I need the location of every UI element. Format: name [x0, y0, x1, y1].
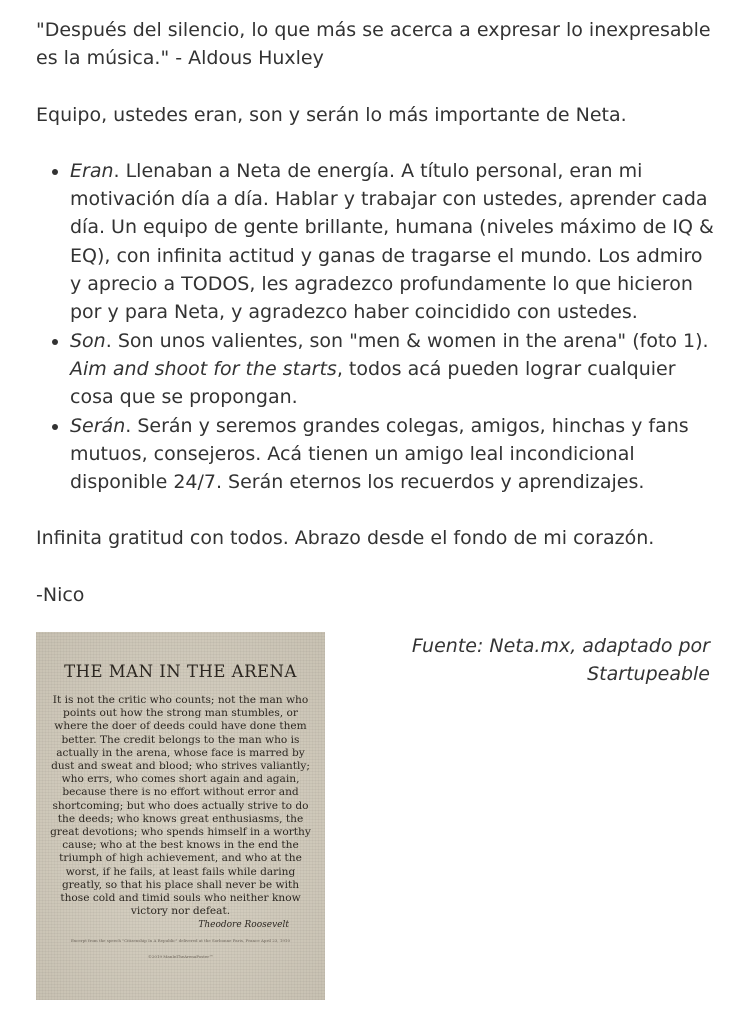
list-item-text: . Son unos valientes, son "men & women in the arena" (foto 1). [105, 329, 709, 352]
team-list [36, 157, 716, 497]
list-item-text-after: , todos acá pueden lograr cualquier cosa que se propongan. [70, 357, 676, 409]
list-item-lead: Son [70, 329, 106, 352]
signoff: -Nico [36, 583, 85, 606]
list-item-lead: Serán [70, 414, 126, 437]
article-body [36, 16, 716, 609]
poster-copyright: ©2019 ManInTheArenaPoster™ [147, 953, 214, 959]
list-item-seran [70, 412, 716, 497]
list-item-emphasis: Aim and shoot for the starts [70, 357, 337, 380]
list-item-eran [70, 157, 716, 327]
huxley-quote: "Después del silencio, lo que más se acerca a expresar lo inexpresable es la música." - Aldous Huxley [36, 19, 711, 70]
list-item-text: . Serán y seremos grandes colegas, amigos, hinchas y fans mutuos, consejeros. Acá tienen un amigo leal incondicional disponible 24/7. Serán eternos los recuerdos y aprendizajes. [70, 414, 689, 494]
list-item-text: . Llenaban a Neta de energía. A título personal, eran mi motivación día a día. Hablar y trabajar con ustedes, aprender cada día. Un equipo de gente brillante, humana (niveles máximo de IQ & EQ), con infinita actitud y ganas de tragarse el mundo. Los admiro y aprecio a TODOS, les agradezco profundamente lo que hicieron por y para Neta, y agradezco haber coincidido con ustedes. [70, 159, 714, 324]
poster-title: THE MAN IN THE ARENA [64, 662, 297, 681]
list-item-son [70, 327, 716, 412]
poster-body: It is not the critic who counts; not the man who points out how the strong man stumbles, or where the doer of deeds could have done them better. The credit belongs to the man who is actually in the arena, whose face is marred by dust and sweat and blood; who strives valiantly; who errs, who comes short again and again, because there is no effort without error and shortcoming; but who does actually strive to do the deeds; who knows great enthusiasms, the great devotions; who spends himself in a worthy cause; who at the best knows in the end the triumph of high achievement, and who at the worst, if he fails, at least fails while daring greatly, so that his place shall never be with those cold and timid souls who neither know victory nor defeat. [50, 694, 311, 918]
man-in-the-arena-poster [36, 632, 325, 1000]
poster-footnote: Excerpt from the speech "Citizenship In A Republic" delivered at the Sorbonne Paris, France April 23, 1910 [70, 938, 291, 944]
list-item-lead: Eran [70, 159, 114, 182]
poster-signature: Theodore Roosevelt [198, 920, 289, 931]
image-caption: Fuente: Neta.mx, adaptado por Startupeable [411, 635, 710, 686]
gratitude-line: Infinita gratitud con todos. Abrazo desde el fondo de mi corazón. [36, 527, 655, 550]
team-intro: Equipo, ustedes eran, son y serán lo más importante de Neta. [36, 103, 627, 126]
